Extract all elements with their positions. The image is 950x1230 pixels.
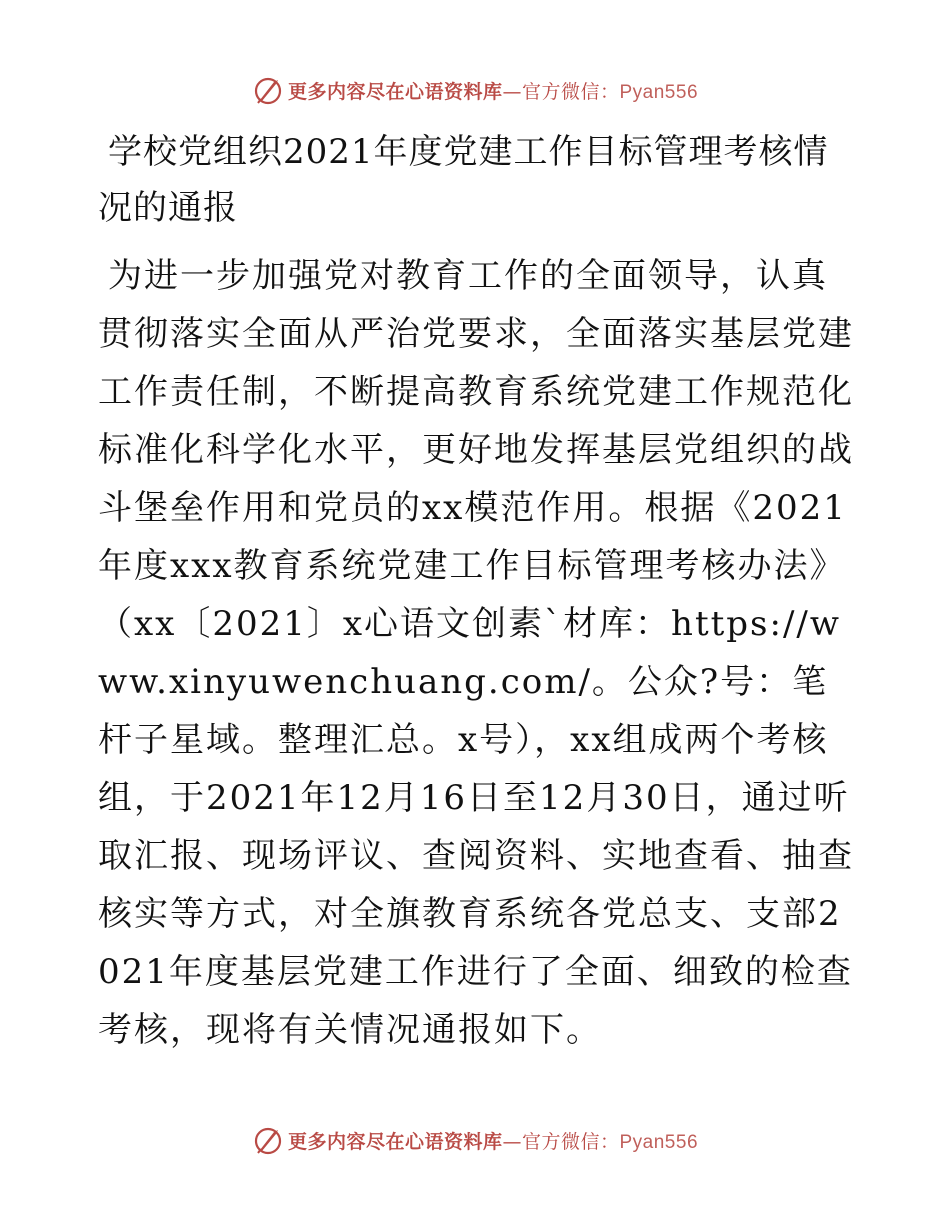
header-watermark-banner	[0, 70, 950, 110]
banner-dash: —	[502, 1130, 522, 1153]
banner-suffix: 官方微信：	[521, 80, 620, 103]
document-title: 学校党组织2021年度党建工作目标管理考核情况的通报	[98, 132, 829, 228]
quill-pen-icon	[252, 74, 284, 106]
banner-suffix: 官方微信：	[521, 1130, 620, 1153]
banner-wechat-id: Pyan556	[619, 1131, 699, 1153]
footer-watermark-banner	[0, 1120, 950, 1160]
banner-text	[288, 77, 698, 104]
document-content	[98, 124, 858, 1059]
quill-pen-icon	[252, 1124, 284, 1156]
banner-wechat-id: Pyan556	[619, 81, 699, 103]
banner-brand: 更多内容尽在心语资料库	[287, 1130, 503, 1153]
banner-text	[288, 1127, 698, 1154]
document-paragraph: 为进一步加强党对教育工作的全面领导，认真贯彻落实全面从严治党要求，全面落实基层党建工作责任制，不断提高教育系统党建工作规范化标准化科学化水平，更好地发挥基层党组织的战斗堡垒作用和党员的xx模范作用。根据《2021年度xxx教育系统党建工作目标管理考核办法》（xx〔2021〕x心语文创素`材库：https://www.xinyuwenchuang.com/。公众?号：笔杆子星域。整理汇总。x号），xx组成两个考核组，于2021年12月16日至12月30日，通过听取汇报、现场评议、查阅资料、实地查看、抽查核实等方式，对全旗教育系统各党总支、支部2021年度基层党建工作进行了全面、细致的检查考核，现将有关情况通报如下。	[98, 256, 854, 1050]
banner-brand: 更多内容尽在心语资料库	[287, 80, 503, 103]
banner-dash: —	[502, 80, 522, 103]
